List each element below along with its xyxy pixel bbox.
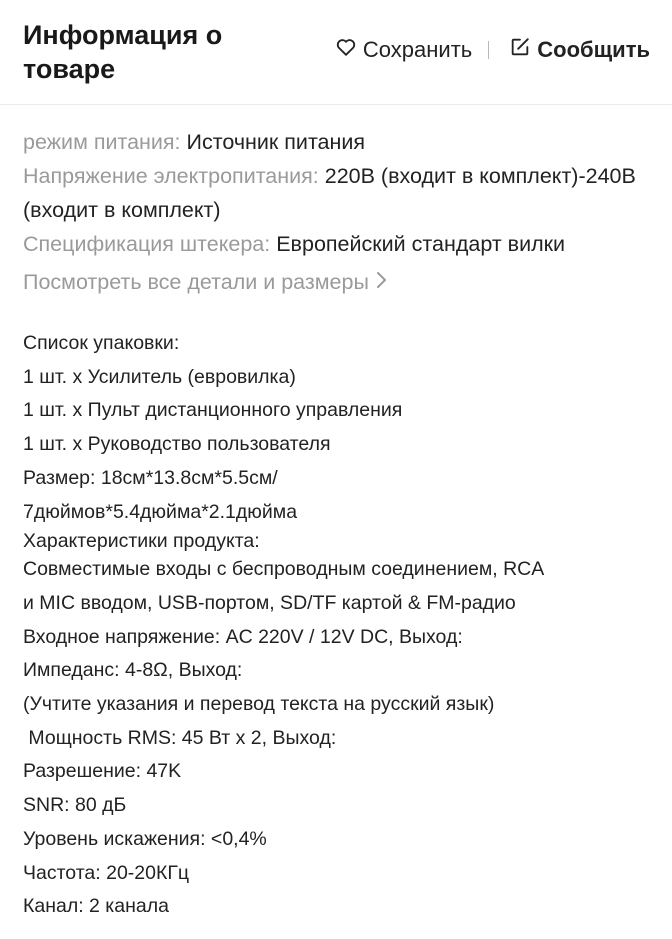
description-line: 7дюймов*5.4дюйма*2.1дюйма bbox=[23, 500, 298, 523]
spec-row bbox=[23, 227, 649, 261]
description-line: Список упаковки: bbox=[23, 332, 180, 354]
spec-value: Европейский стандарт вилки bbox=[276, 232, 566, 256]
spec-list bbox=[0, 105, 672, 299]
description-line: Разрешение: 47K bbox=[23, 760, 182, 783]
spec-key: Спецификация штекера: bbox=[23, 232, 271, 256]
description-line: Импеданс: 4-8Ω, Выход: bbox=[23, 659, 243, 682]
description-line: Размер: 18см*13.8см*5.5см/ bbox=[23, 466, 278, 489]
actions-divider bbox=[488, 41, 489, 59]
page-title: Информация о товаре bbox=[23, 20, 223, 84]
save-button[interactable] bbox=[335, 36, 472, 64]
description-line: и MIC вводом, USB-портом, SD/TF картой & FM-радио bbox=[23, 591, 516, 614]
spec-key: режим питания: bbox=[23, 130, 181, 154]
description-line: Входное напряжение: AC 220V / 12V DC, Выход: bbox=[23, 625, 463, 648]
description-line: Уровень искажения: <0,4% bbox=[23, 827, 267, 850]
report-button[interactable] bbox=[509, 36, 650, 64]
description-line: Совместимые входы с беспроводным соединением, RCA bbox=[23, 558, 545, 581]
spec-row bbox=[23, 125, 649, 159]
header-actions bbox=[335, 36, 650, 64]
description-line: Канал: 2 канала bbox=[23, 895, 169, 918]
heart-outline-icon bbox=[335, 36, 363, 64]
description-line: Характеристики продукта: bbox=[23, 530, 260, 553]
spec-row bbox=[23, 159, 649, 227]
description-line: 1 шт. x Руководство пользователя bbox=[23, 433, 331, 456]
spec-value: 220В (входит в комплект)-240В (входит в комплект) bbox=[23, 164, 636, 222]
description-line: 1 шт. x Усилитель (евровилка) bbox=[23, 365, 296, 388]
save-label: Сохранить bbox=[362, 37, 473, 62]
description-line: 1 шт. x Пульт дистанционного управления bbox=[23, 399, 403, 422]
chevron-right-icon bbox=[369, 265, 387, 299]
view-all-details-label: Посмотреть все детали и размеры bbox=[23, 270, 369, 294]
product-info-header bbox=[0, 0, 672, 105]
product-description bbox=[0, 299, 672, 924]
spec-key: Напряжение электропитания: bbox=[23, 164, 319, 188]
spec-value: Источник питания bbox=[186, 130, 366, 154]
edit-square-icon bbox=[509, 36, 537, 64]
description-line: (Учтите указания и перевод текста на русский язык) bbox=[23, 693, 495, 716]
description-line: SNR: 80 дБ bbox=[23, 794, 127, 817]
view-all-details-link[interactable] bbox=[23, 265, 649, 299]
description-line: Частота: 20-20КГц bbox=[23, 861, 190, 884]
report-label: Сообщить bbox=[537, 37, 650, 62]
description-line: Мощность RMS: 45 Вт x 2, Выход: bbox=[23, 726, 337, 749]
